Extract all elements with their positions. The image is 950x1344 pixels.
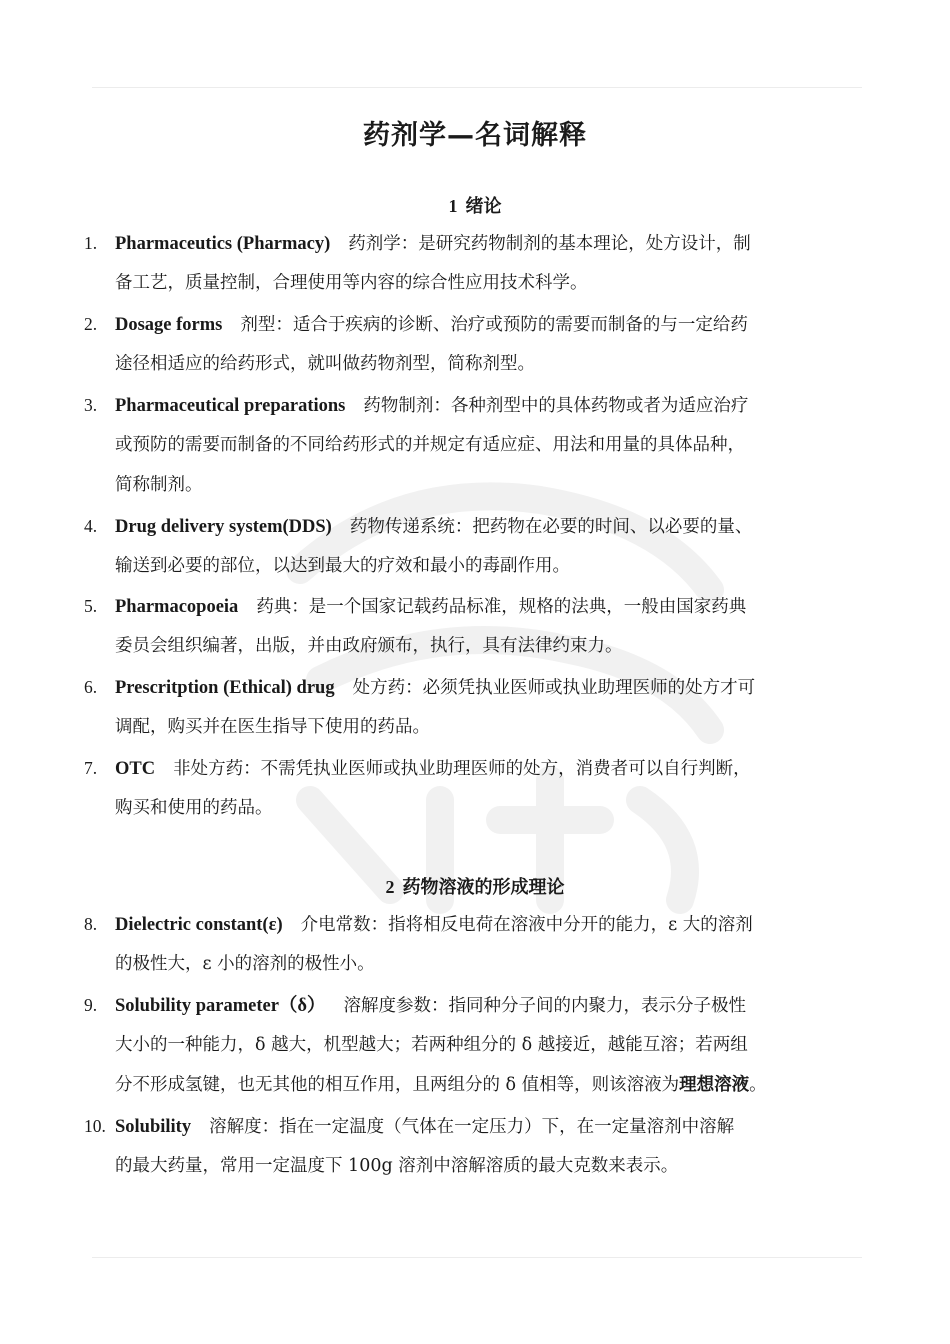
item-number: 7. — [84, 758, 98, 778]
term: Pharmaceutics (Pharmacy) — [115, 234, 331, 254]
definition-text: 溶解度参数：指同种分子间的内聚力，表示分子极性 — [343, 996, 747, 1016]
term: Solubility parameter（δ） — [115, 996, 326, 1016]
item-number: 1. — [84, 233, 98, 253]
definition-text: 的最大药量，常用一定温度下 100g 溶剂中溶解溶质的最大克数来表示。 — [115, 1156, 679, 1176]
item-number: 6. — [84, 677, 98, 697]
term: Dosage forms — [115, 315, 223, 335]
definition-text: 药典：是一个国家记载药品标准，规格的法典，一般由国家药典 — [256, 597, 747, 617]
definition-text: 途径相适应的给药形式，就叫做药物剂型，简称剂型。 — [115, 354, 535, 374]
term: OTC — [115, 759, 156, 779]
definition-text: 调配，购买并在医生指导下使用的药品。 — [115, 717, 430, 737]
section-number: 2 — [385, 877, 395, 897]
term: Pharmacopoeia — [115, 597, 239, 617]
definition-text: 介电常数：指将相反电荷在溶液中分开的能力，ε 大的溶剂 — [300, 915, 753, 935]
definition-text: 剂型：适合于疾病的诊断、治疗或预防的需要而制备的与一定给药 — [240, 315, 748, 335]
definition-text: 非处方药：不需凭执业医师或执业助理医师的处方，消费者可以自行判断， — [173, 759, 751, 779]
list-item — [84, 748, 874, 828]
section-label: 绪论 — [465, 196, 502, 217]
definition-text: 药剂学：是研究药物制剂的基本理论，处方设计，制 — [348, 234, 751, 254]
item-number: 4. — [84, 516, 98, 536]
list-item — [84, 904, 874, 984]
term: Prescritption (Ethical) drug — [115, 678, 335, 698]
definition-text: 药物传递系统：把药物在必要的时间、以必要的量、 — [349, 517, 753, 537]
definition-text: 溶解度：指在一定温度（气体在一定压力）下，在一定量溶剂中溶解 — [209, 1117, 735, 1137]
section-heading — [0, 192, 950, 218]
list-item — [84, 506, 874, 586]
item-number: 2. — [84, 314, 98, 334]
term: Solubility — [115, 1117, 192, 1137]
emphasis-text: 理想溶液 — [679, 1075, 750, 1095]
item-number: 5. — [84, 596, 98, 616]
list-item — [84, 385, 874, 505]
definition-text: 的极性大，ε 小的溶剂的极性小。 — [115, 954, 375, 974]
item-number: 9. — [84, 995, 98, 1015]
definition-text: 。 — [749, 1075, 767, 1095]
definition-line — [84, 1065, 874, 1105]
list-item — [84, 1106, 874, 1186]
list-item — [84, 985, 874, 1105]
item-number: 10. — [84, 1116, 106, 1136]
page-title: 药剂学—名词解释 — [363, 120, 587, 151]
item-number: 8. — [84, 914, 98, 934]
definition-text: 大小的一种能力，δ 越大，机型越大；若两种组分的 δ 越接近，越能互溶；若两组 — [115, 1035, 748, 1055]
section-label: 药物溶液的形成理论 — [402, 877, 565, 898]
list-item — [84, 667, 874, 747]
definition-text: 购买和使用的药品。 — [115, 798, 273, 818]
section-number: 1 — [448, 196, 458, 216]
list-item — [84, 586, 874, 666]
definition-text: 输送到必要的部位，以达到最大的疗效和最小的毒副作用。 — [115, 556, 570, 576]
term: Drug delivery system(DDS) — [115, 517, 332, 537]
list-item — [84, 223, 874, 303]
definition-text: 药物制剂：各种剂型中的具体药物或者为适应治疗 — [363, 396, 749, 416]
term: Dielectric constant(ε) — [115, 915, 283, 935]
definition-text: 简称制剂。 — [115, 475, 203, 495]
definition-text: 分不形成氢键，也无其他的相互作用，且两组分的 δ 值相等，则该溶液为 — [115, 1075, 680, 1095]
item-number: 3. — [84, 395, 98, 415]
definition-text: 备工艺，质量控制，合理使用等内容的综合性应用技术科学。 — [115, 273, 588, 293]
list-item — [84, 304, 874, 384]
definition-text: 处方药：必须凭执业医师或执业助理医师的处方才可 — [352, 678, 756, 698]
term: Pharmaceutical preparations — [115, 396, 346, 416]
section-heading — [0, 873, 950, 899]
header-rule — [92, 87, 862, 88]
footer-rule — [92, 1257, 862, 1258]
definition-text: 或预防的需要而制备的不同给药形式的并规定有适应症、用法和用量的具体品种， — [115, 435, 745, 455]
definition-text: 委员会组织编著，出版，并由政府颁布，执行，具有法律约束力。 — [115, 636, 623, 656]
